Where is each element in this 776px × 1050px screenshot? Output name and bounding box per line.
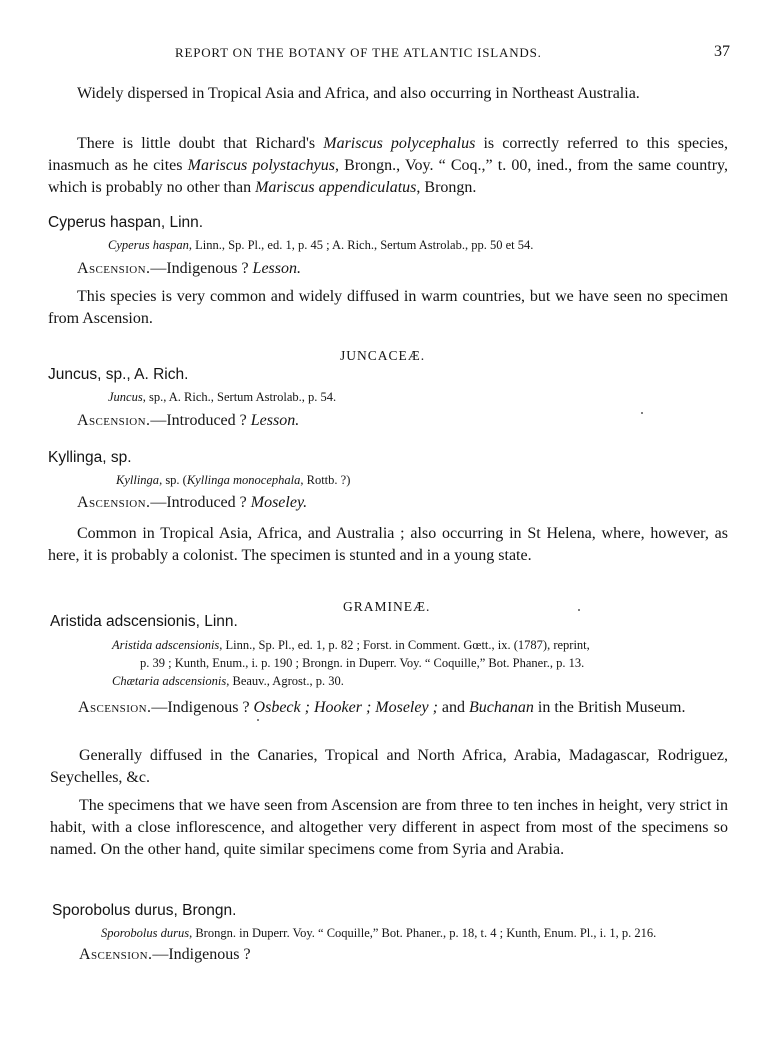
intro-paragraph-1 xyxy=(48,83,728,105)
synonymy-juncus xyxy=(108,388,336,406)
synonymy-kyllinga xyxy=(116,471,350,489)
collector-names: Osbeck ; Hooker ; Moseley ; xyxy=(253,699,438,716)
intro-p2-a: There is little doubt that Richard's xyxy=(77,135,324,152)
synonym-name: Juncus xyxy=(108,390,143,404)
synonym-name-2: Chætaria adscensionis xyxy=(112,674,227,688)
locality-cyperus xyxy=(77,258,301,280)
intro-p2-g: , Brongn. xyxy=(416,179,477,196)
synonym-citation: , Brongn. in Duperr. Voy. “ Coquille,” Bot. Phaner., p. 18, t. 4 ; Kunth, Enum. Pl., i. 1, p. 216. xyxy=(189,926,657,940)
locality-label: Ascension. xyxy=(78,699,152,716)
species-title-kyllinga: Kyllinga, sp. xyxy=(48,449,132,466)
family-heading-gramineae: GRAMINEÆ. xyxy=(343,599,431,614)
synonym-name: Aristida adscensionis xyxy=(112,638,220,652)
page-number: 37 xyxy=(714,43,730,60)
synonym-name: Sporobolus durus xyxy=(101,926,190,940)
species-title-sporobolus: Sporobolus durus, Brongn. xyxy=(52,902,237,919)
taxon-mariscus-appendiculatus: Mariscus appendiculatus xyxy=(255,179,417,196)
synonym-citation-2: , Beauv., Agrost., p. 30. xyxy=(226,674,344,688)
note-cyperus: This species is very common and widely diffused in warm countries, but we have seen no specimen from Ascension. xyxy=(48,288,728,327)
note-aristida-distribution: Generally diffused in the Canaries, Tropical and North Africa, Arabia, Madagascar, Rodriguez, Seychelles, &c. xyxy=(50,747,728,786)
synonymy-line-1 xyxy=(112,636,728,654)
intro-p2-c: is correctly referred to this species, inasmuch as he cites xyxy=(48,135,729,174)
family-heading-juncaceae: JUNCACEÆ. xyxy=(340,348,426,363)
synonymy-cyperus xyxy=(108,236,533,254)
synonymy-sporobolus xyxy=(101,924,656,942)
synonym-citation: , Rottb. ?) xyxy=(300,473,351,487)
synonym-name: Kyllinga xyxy=(116,473,160,487)
synonym-name-2: Kyllinga monocephala xyxy=(186,473,301,487)
collector-name: Lesson. xyxy=(252,260,301,277)
collector-buchanan: Buchanan xyxy=(469,699,534,716)
note-aristida-specimens: The specimens that we have seen from Ascension are from three to ten inches in height, very strict in habit, with a close inflorescence, and altogether very different in aspect from most of the specimens so named. On the other hand, quite similar specimens come from Syria and Arabia. xyxy=(50,797,728,858)
collector-name: Lesson. xyxy=(250,412,300,429)
locality-label: Ascension. xyxy=(77,260,151,277)
locality-status: —Introduced ? xyxy=(150,412,251,429)
intro-p2-e: , Brongn., Voy. “ Coq.,” t. 00, ined., from the same country, which is probably no other than xyxy=(48,157,729,196)
species-title-cyperus-haspan: Cyperus haspan, Linn. xyxy=(48,214,204,231)
locality-status: —Introduced ? xyxy=(150,494,251,511)
synonym-citation: , Linn., Sp. Pl., ed. 1, p. 45 ; A. Rich., Sertum Astrolab., pp. 50 et 54. xyxy=(188,238,534,252)
locality-status: —Indigenous ? xyxy=(150,260,253,277)
synonym-mid: , sp. ( xyxy=(159,473,187,487)
print-speck xyxy=(578,609,580,611)
species-title-aristida: Aristida adscensionis, Linn. xyxy=(50,613,238,630)
locality-label: Ascension. xyxy=(79,946,153,963)
synonym-citation: , sp., A. Rich., Sertum Astrolab., p. 54. xyxy=(142,390,337,404)
synonym-name: Cyperus haspan xyxy=(108,238,189,252)
print-speck xyxy=(257,719,259,721)
locality-aristida xyxy=(50,697,728,719)
print-speck xyxy=(641,412,643,414)
locality-label: Ascension. xyxy=(77,412,151,429)
locality-end: in the British Museum. xyxy=(533,699,686,716)
species-title-juncus: Juncus, sp., A. Rich. xyxy=(48,366,189,383)
locality-status: —Indigenous ? xyxy=(151,699,254,716)
intro-p1-text: Widely dispersed in Tropical Asia and Africa, and also occurring in Northeast Australia. xyxy=(77,85,640,102)
collector-name: Moseley. xyxy=(250,494,308,511)
locality-juncus xyxy=(77,410,299,432)
locality-sporobolus xyxy=(79,944,251,966)
taxon-mariscus-polycephalus: Mariscus polycephalus xyxy=(323,135,476,152)
synonym-citation-a: , Linn., Sp. Pl., ed. 1, p. 82 ; Forst. in Comment. Gœtt., ix. (1787), reprint, xyxy=(219,638,590,652)
locality-and: and xyxy=(437,699,470,716)
synonymy-line-3 xyxy=(112,672,728,690)
locality-status: —Indigenous ? xyxy=(152,946,251,963)
note-kyllinga: Common in Tropical Asia, Africa, and Australia ; also occurring in St Helena, where, however, as here, it is probably a colonist. The specimen is stunted and in a young state. xyxy=(48,525,728,564)
synonymy-aristida xyxy=(112,636,728,690)
running-header: REPORT ON THE BOTANY OF THE ATLANTIC ISLANDS. xyxy=(175,45,542,60)
intro-paragraph-2 xyxy=(48,133,728,199)
locality-kyllinga xyxy=(77,492,307,514)
synonymy-line-2: p. 39 ; Kunth, Enum., i. p. 190 ; Brongn. in Duperr. Voy. “ Coquille,” Bot. Phaner., p. 13. xyxy=(140,656,585,670)
locality-label: Ascension. xyxy=(77,494,151,511)
taxon-mariscus-polystachyus: Mariscus polystachyus xyxy=(187,157,336,174)
